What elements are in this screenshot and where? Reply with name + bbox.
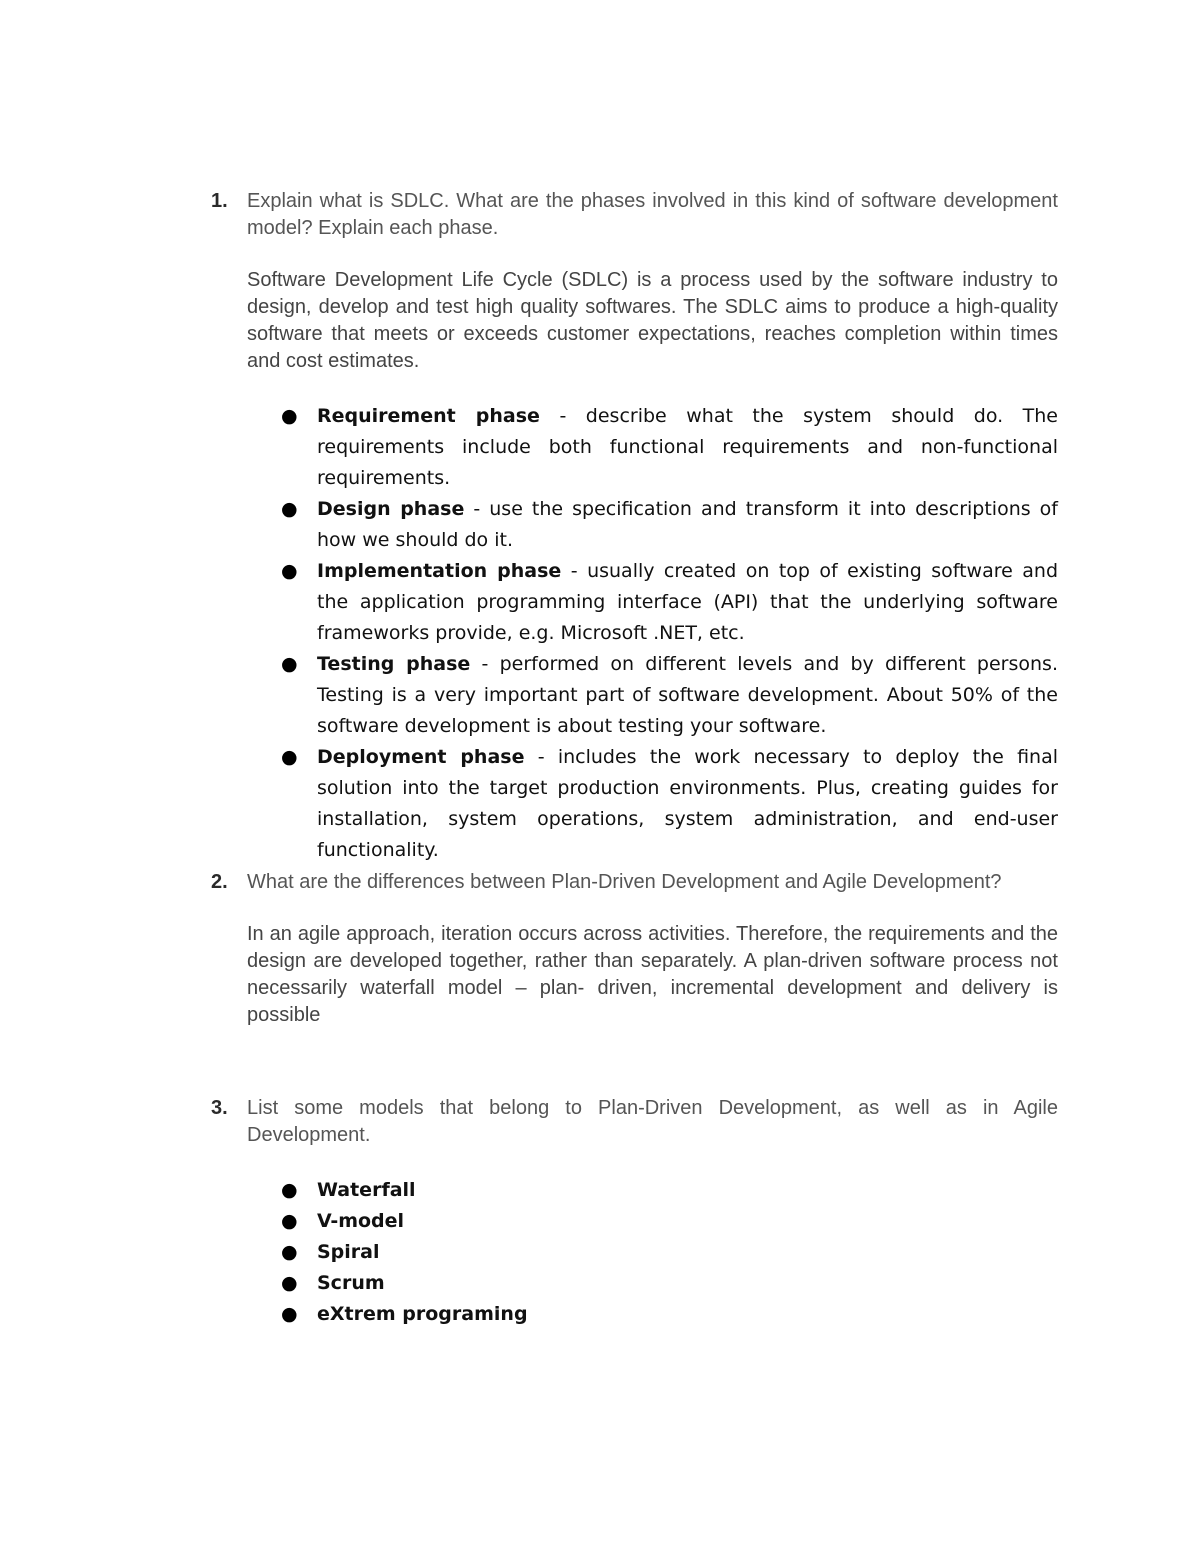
list-item-desc: - usually created on top of existing software and the application programming interface (API) that the underlying software frameworks provide, e.g. Microsoft .NET, etc. [317,560,1059,644]
list-item-desc: - includes the work necessary to deploy the final solution into the target production environments. Plus, creating guides for installation, system operations, system administration, and end-user functionality. [317,746,1058,861]
bullet-icon: ● [281,1210,298,1232]
question-text: What are the differences between Plan-Driven Development and Agile Development? [247,871,1002,893]
answer-text: Software Development Life Cycle (SDLC) is a process used by the software industry to design, develop and test high quality softwares. The SDLC aims to produce a high-quality software that meets or exceeds customer expectations, reaches completion within times and cost estimates. [247,269,1058,372]
list-item-term: eXtrem programing [317,1303,528,1325]
answer-text: In an agile approach, iteration occurs across activities. Therefore, the requirements and the design are developed together, rather than separately. A plan-driven software process not necessarily waterfall model – plan- driven, incremental development and delivery is possible [247,923,1058,1026]
bullet-icon: ● [281,498,298,520]
list-item-term: Deployment phase [317,746,525,768]
list-item [211,1206,1058,1237]
model-list [211,1175,1058,1330]
question-1 [211,188,1058,866]
bullet-icon: ● [281,746,298,768]
list-item [211,494,1058,556]
list-item-term: Scrum [317,1272,385,1294]
bullet-icon: ● [281,560,298,582]
question-text: Explain what is SDLC. What are the phases involved in this kind of software development model? Explain each phase. [247,190,1058,239]
list-item [211,1299,1058,1330]
list-item-term: Design phase [317,498,465,520]
question-number: 2. [211,871,228,893]
list-item-desc: - describe what the system should do. The requirements include both functional requirements and non-functional requirements. [317,405,1059,489]
question-3 [211,1095,1058,1330]
list-item [211,1237,1058,1268]
list-item [211,649,1058,742]
phase-list [211,401,1058,866]
list-item-term: Implementation phase [317,560,562,582]
list-item-term: V-model [317,1210,405,1232]
list-item-desc: - use the specification and transform it into descriptions of how we should do it. [317,498,1058,551]
question-number: 3. [211,1097,228,1119]
question-text: List some models that belong to Plan-Driven Development, as well as in Agile Development. [247,1097,1058,1146]
list-item [211,742,1058,866]
question-number: 1. [211,190,228,212]
list-item [211,401,1058,494]
bullet-icon: ● [281,653,298,675]
list-item-term: Spiral [317,1241,380,1263]
bullet-icon: ● [281,1241,298,1263]
list-item [211,556,1058,649]
list-item-term: Testing phase [317,653,471,675]
list-item [211,1268,1058,1299]
bullet-icon: ● [281,1179,298,1201]
list-item-desc: - performed on different levels and by different persons. Testing is a very important part of software development. About 50% of the software development is about testing your software. [317,653,1058,737]
question-2 [211,869,1058,1029]
list-item [211,1175,1058,1206]
list-item-term: Waterfall [317,1179,416,1201]
bullet-icon: ● [281,405,298,427]
list-item-term: Requirement phase [317,405,540,427]
bullet-icon: ● [281,1272,298,1294]
bullet-icon: ● [281,1303,298,1325]
